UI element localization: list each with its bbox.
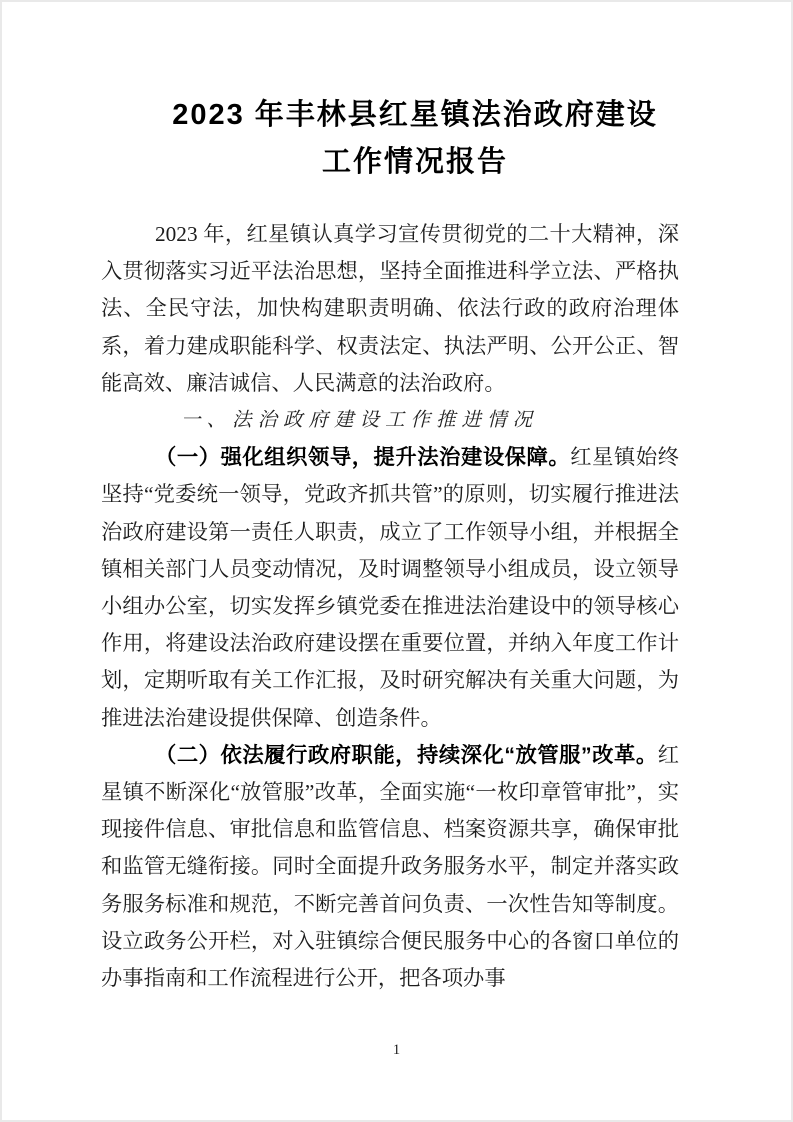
document-title-line2: 工作情况报告 — [321, 146, 508, 178]
item1-body-text: 红星镇始终坚持“党委统一领导，党政齐抓共管”的原则，切实履行推进法治政府建设第一责任人职责，成立了工作领导小组，并根据全镇相关部门人员变动情况，及时调整领导小组成员，设立领导小组办公室，切实发挥乡镇党委在推进法治建设中的领导核心作用，将建设法治政府建设摆在重要位置，并纳入年度工作计划，定期听取有关工作汇报，及时研究解决有关重大问题，为推进法治建设提供保障、创造条件。 — [101, 445, 679, 730]
item1-lead: （一）强化组织领导，提升法治建设保障。 — [155, 445, 571, 470]
document-body — [101, 216, 679, 997]
page-number: 1 — [392, 1042, 401, 1058]
item2-lead: （二）依法履行政府职能，持续深化“放管服”改革。 — [155, 742, 658, 767]
item2-paragraph — [101, 737, 679, 997]
intro-paragraph: 2023 年，红星镇认真学习宣传贯彻党的二十大精神，深入贯彻落实习近平法治思想，坚持全面推进科学立法、严格执法、全民守法，加快构建职责明确、依法行政的政府治理体系，着力建成职能科学、权责法定、执法严明、公开公正、智能高效、廉洁诚信、人民满意的法治政府。 — [101, 222, 679, 395]
item2-body-text: 红星镇不断深化“放管服”改革，全面实施“一枚印章管审批”，实现接件信息、审批信息和监管信息、档案资源共享，确保审批和监管无缝衔接。同时全面提升政务服务水平，制定并落实政务服务标准和规范，不断完善首问负责、一次性告知等制度。设立政务公开栏，对入驻镇综合便民服务中心的各窗口单位的办事指南和工作流程进行公开，把各项办事 — [101, 742, 679, 991]
document-title — [101, 92, 679, 186]
section1-heading: 一、法治政府建设工作推进情况 — [181, 410, 539, 432]
item1-paragraph — [101, 439, 679, 737]
document-title-line1: 2023 年丰林县红星镇法治政府建设 — [172, 99, 658, 131]
document-content — [101, 2, 679, 997]
